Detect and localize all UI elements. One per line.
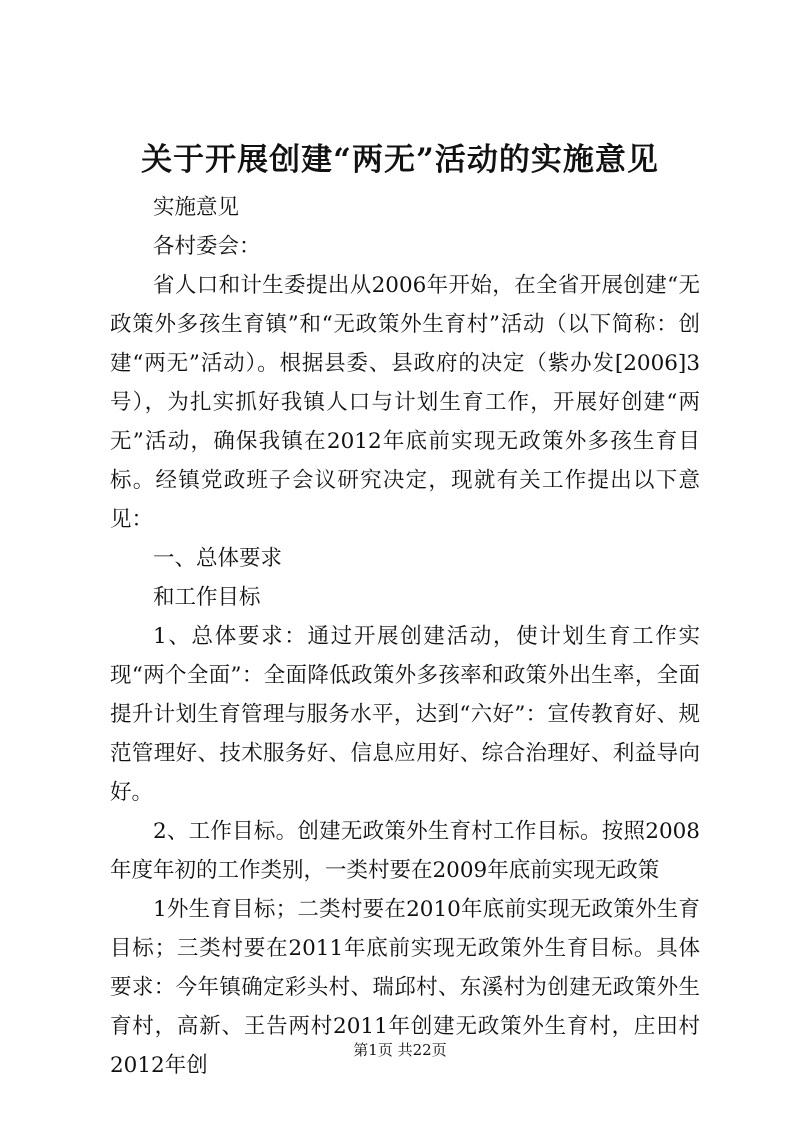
page-number-footer: 第1页 共22页: [353, 1041, 447, 1059]
document-title: 关于开展创建“两无”活动的实施意见: [141, 142, 659, 178]
paragraph-goals-continued: 1外生育目标；二类村要在2010年底前实现无政策外生育目标；三类村要在2011年底前实现无政策外生育目标。具体要求：今年镇确定彩头村、瑞邱村、东溪村为创建无政策外生育村，高新、王告两村2011年创建无政策外生育村，庄田村2012年创: [110, 897, 700, 1078]
paragraph-subtitle: 实施意见: [153, 195, 240, 220]
paragraph-salutation: 各村委会：: [153, 234, 261, 259]
paragraph-overall-requirements: 1、总体要求：通过开展创建活动，使计划生育工作实现“两个全面”：全面降低政策外多孩率和政策外出生率，全面提升计划生育管理与服务水平，达到“六好”：宣传教育好、规范管理好、技术服务好、信息应用好、综合治理好、利益导向好。: [110, 624, 700, 805]
paragraph-section-heading-continued: 和工作目标: [153, 585, 261, 610]
paragraph-intro: 省人口和计生委提出从2006年开始，在全省开展创建“无政策外多孩生育镇”和“无政策外生育村”活动（以下简称：创建“两无”活动）。根据县委、县政府的决定（紫办发[2006]3号），为扎实抓好我镇人口与计划生育工作，开展好创建“两无”活动，确保我镇在2012年底前实现无政策外多孩生育目标。经镇党政班子会议研究决定，现就有关工作提出以下意见：: [110, 273, 700, 532]
paragraph-work-goals: 2、工作目标。创建无政策外生育村工作目标。按照2008年度年初的工作类别，一类村要在2009年底前实现无政策: [110, 819, 700, 883]
paragraph-section-heading: 一、总体要求: [153, 546, 283, 571]
document-body: [110, 188, 700, 1085]
